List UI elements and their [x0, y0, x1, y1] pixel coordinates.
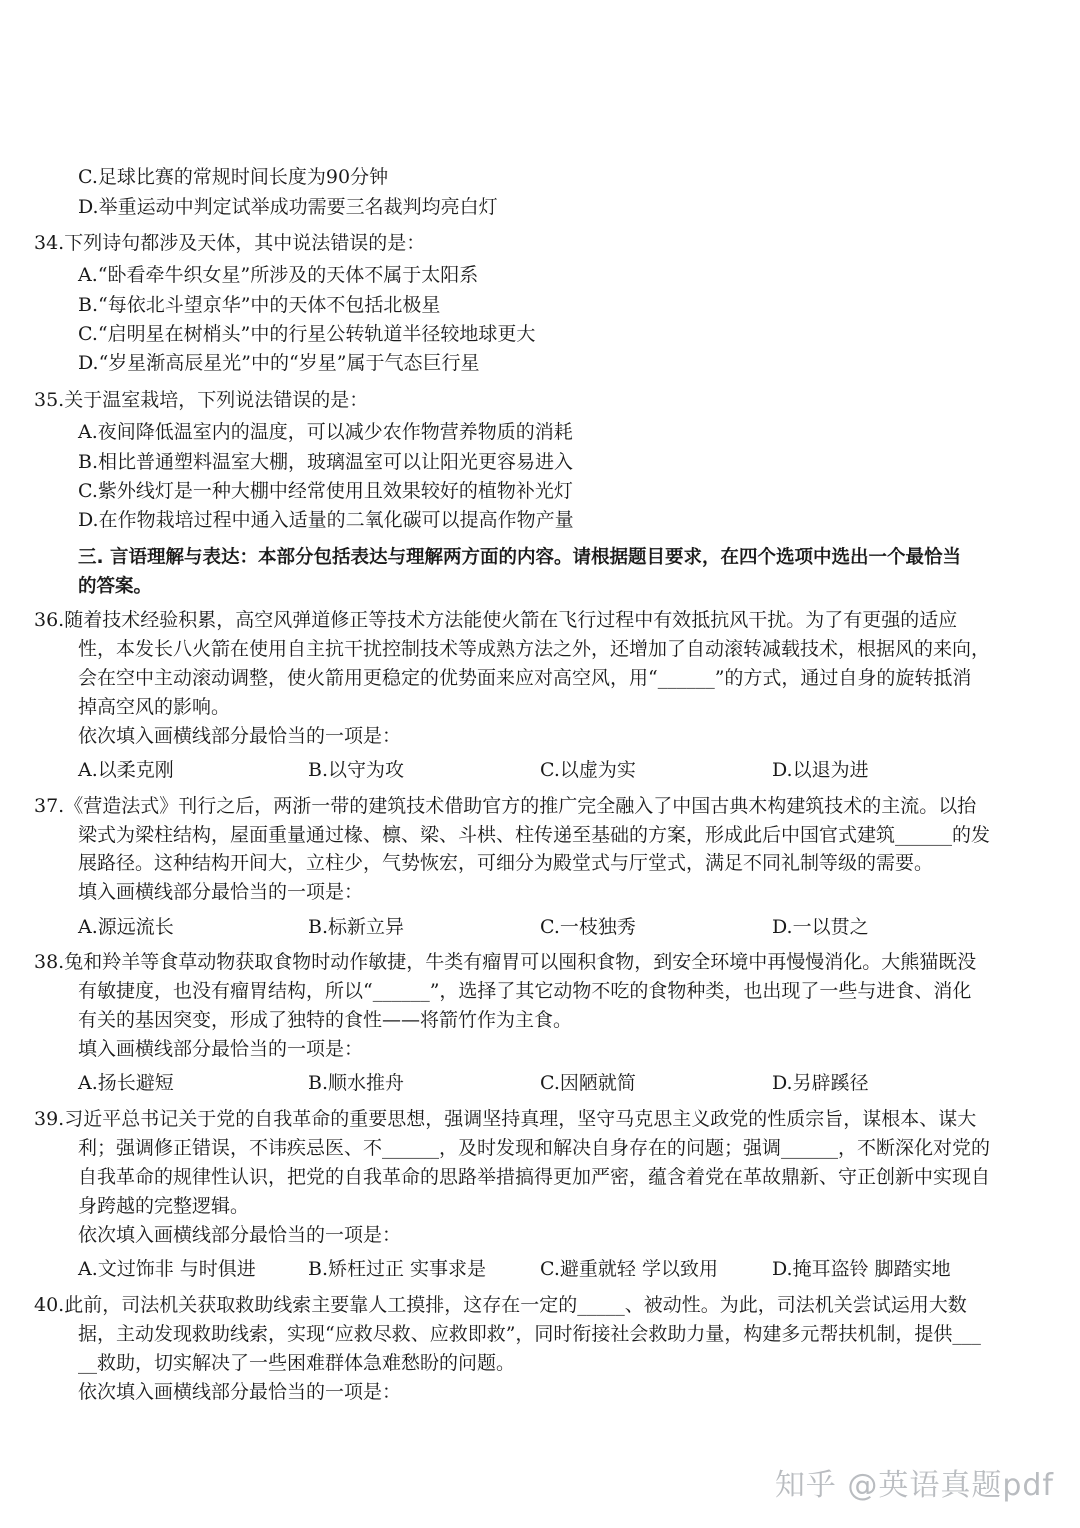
q35-option-d: D.在作物栽培过程中通入适量的二氧化碳可以提高作物产量 — [78, 509, 574, 531]
q39-options — [78, 1255, 998, 1283]
q40-prompt: 依次填入画横线部分最恰当的一项是： — [78, 1381, 402, 1403]
q38-options — [78, 1069, 998, 1097]
q38-stem-line-2: 有敏捷度，也没有瘤胃结构，所以“______”，选择了其它动物不吃的食物种类，也出现了一些与进食、消化 — [78, 980, 972, 1002]
q34-option-b: B.“每依北斗望京华”中的天体不包括北极星 — [78, 294, 441, 316]
q36-option-c: C.以虚为实 — [540, 759, 636, 781]
q34-option-d: D.“岁星渐高辰星光”中的“岁星”属于气态巨行星 — [78, 352, 480, 374]
q36-prompt: 依次填入画横线部分最恰当的一项是： — [78, 725, 402, 747]
q37-option-c: C.一枝独秀 — [540, 916, 636, 938]
q36-option-d: D.以退为进 — [772, 759, 869, 781]
q33-option-d: D.举重运动中判定试举成功需要三名裁判均亮白灯 — [78, 196, 498, 218]
q37-prompt: 填入画横线部分最恰当的一项是： — [78, 881, 364, 903]
q37-option-d: D.一以贯之 — [772, 916, 869, 938]
q38-option-c: C.因陋就简 — [540, 1072, 636, 1094]
q37-option-a: A.源远流长 — [78, 916, 174, 938]
q37-stem-line-3: 展路径。这种结构开间大，立柱少，气势恢宏，可细分为殿堂式与厅堂式，满足不同礼制等级的需要。 — [78, 852, 934, 874]
q34-option-a: A.“卧看牵牛织女星”所涉及的天体不属于太阳系 — [78, 264, 479, 286]
q33-option-c: C.足球比赛的常规时间长度为90分钟 — [78, 166, 389, 188]
q36-stem-line-1: 36.随着技术经验积累，高空风弹道修正等技术方法能使火箭在飞行过程中有效抵抗风干扰。为了有更强的适应 — [34, 609, 958, 631]
zhihu-watermark: 知乎 @英语真题pdf — [774, 1468, 1054, 1503]
q35-stem: 35.关于温室栽培，下列说法错误的是： — [34, 389, 369, 411]
q37-stem-line-1: 37.《营造法式》刊行之后，两浙一带的建筑技术借助官方的推广完全融入了中国古典木构建筑技术的主流。以抬 — [34, 795, 977, 817]
q36-stem-line-4: 掉高空风的影响。 — [78, 696, 231, 718]
q35-option-a: A.夜间降低温室内的温度，可以减少农作物营养物质的消耗 — [78, 421, 573, 443]
q40-stem-line-2: 据，主动发现救助线索，实现“应救尽救、应救即救”，同时衔接社会救助力量，构建多元帮扶机制，提供___ — [78, 1323, 981, 1345]
q38-option-d: D.另辟蹊径 — [772, 1072, 869, 1094]
q38-prompt: 填入画横线部分最恰当的一项是： — [78, 1038, 364, 1060]
section-3-heading-cont: 的答案。 — [78, 576, 153, 597]
q39-stem-line-3: 自我革命的规律性认识，把党的自我革命的思路举措搞得更加严密，蕴含着党在革故鼎新、守正创新中实现自 — [78, 1166, 991, 1188]
q39-option-b: B.矫枉过正 实事求是 — [308, 1258, 487, 1280]
q38-option-a: A.扬长避短 — [78, 1072, 174, 1094]
q39-option-c: C.避重就轻 学以致用 — [540, 1258, 718, 1280]
q36-option-a: A.以柔克刚 — [78, 759, 174, 781]
q34-option-c: C.“启明星在树梢头”中的行星公转轨道半径较地球更大 — [78, 323, 536, 345]
q39-option-d: D.掩耳盗铃 脚踏实地 — [772, 1258, 951, 1280]
q39-stem-line-2: 利；强调修正错误，不讳疾忌医、不______，及时发现和解决自身存在的问题；强调______，不断深化对党的 — [78, 1137, 991, 1159]
q40-stem-line-3: __救助，切实解决了一些困难群体急难愁盼的问题。 — [78, 1352, 516, 1374]
q38-option-b: B.顺水推舟 — [308, 1072, 405, 1094]
q34-stem: 34.下列诗句都涉及天体，其中说法错误的是： — [34, 232, 426, 254]
q37-option-b: B.标新立异 — [308, 916, 405, 938]
q35-option-b: B.相比普通塑料温室大棚，玻璃温室可以让阳光更容易进入 — [78, 451, 574, 473]
q37-options — [78, 913, 998, 941]
q36-option-b: B.以守为攻 — [308, 759, 405, 781]
q39-option-a: A.文过饰非 与时俱进 — [78, 1258, 256, 1280]
q39-prompt: 依次填入画横线部分最恰当的一项是： — [78, 1224, 402, 1246]
section-3-heading: 三. 言语理解与表达：本部分包括表达与理解两方面的内容。请根据题目要求，在四个选项中选出一个最恰当 — [78, 547, 961, 568]
q38-stem-line-1: 38.兔和羚羊等食草动物获取食物时动作敏捷，牛类有瘤胃可以囤积食物，到安全环境中再慢慢消化。大熊猫既没 — [34, 951, 977, 973]
q36-stem-line-2: 性，本发长八火箭在使用自主抗干扰控制技术等成熟方法之外，还增加了自动滚转减载技术，根据风的来向， — [78, 638, 991, 660]
q38-stem-line-3: 有关的基因突变，形成了独特的食性——将箭竹作为主食。 — [78, 1009, 573, 1031]
q37-stem-line-2: 梁式为梁柱结构，屋面重量通过椽、檩、梁、斗栱、柱传递至基础的方案，形成此后中国官式建筑______的发 — [78, 824, 991, 846]
q36-stem-line-3: 会在空中主动滚动调整，使火箭用更稳定的优势面来应对高空风，用“______”的方式，通过自身的旋转抵消 — [78, 667, 972, 689]
q35-option-c: C.紫外线灯是一种大棚中经常使用且效果较好的植物补光灯 — [78, 480, 573, 502]
q36-options — [78, 756, 998, 784]
q39-stem-line-1: 39.习近平总书记关于党的自我革命的重要思想，强调坚持真理，坚守马克思主义政党的性质宗旨，谋根本、谋大 — [34, 1108, 977, 1130]
q39-stem-line-4: 身跨越的完整逻辑。 — [78, 1195, 250, 1217]
q40-stem-line-1: 40.此前，司法机关获取救助线索主要靠人工摸排，这存在一定的_____、被动性。为此，司法机关尝试运用大数 — [34, 1294, 967, 1316]
